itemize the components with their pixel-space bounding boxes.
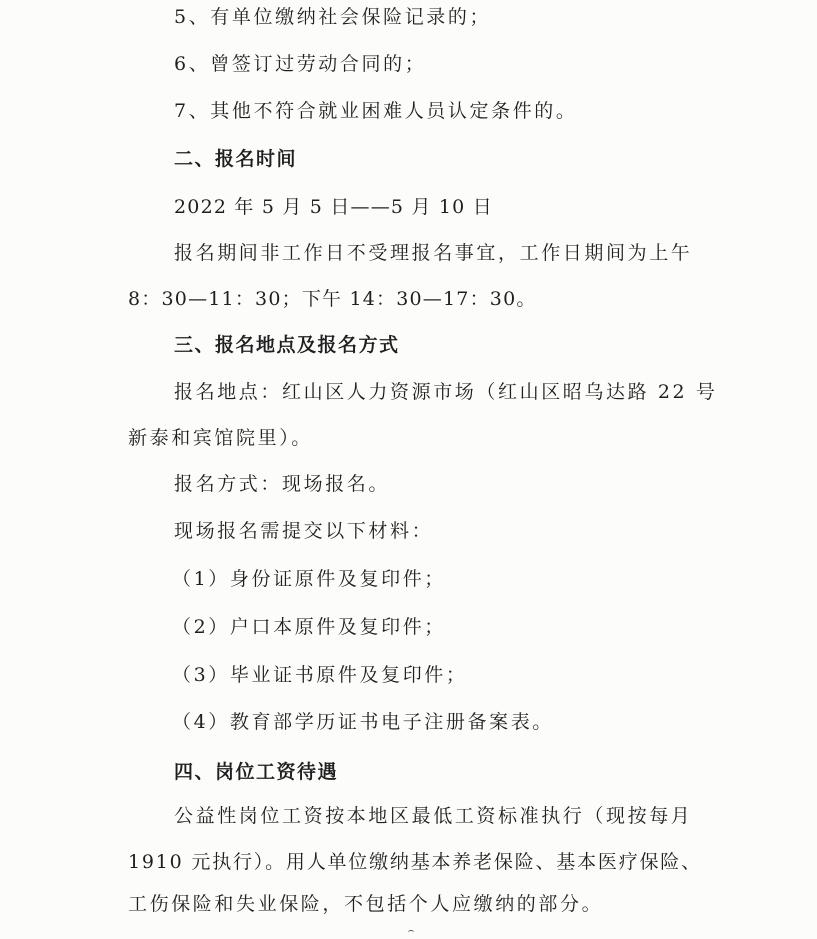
- section-heading-registration-time: 二、报名时间: [174, 148, 298, 170]
- list-item-5: 5、有单位缴纳社会保险记录的；: [174, 6, 492, 28]
- paragraph-wages-cont-2: 工伤保险和失业保险，不包括个人应缴纳的部分。: [128, 893, 604, 915]
- paragraph-wages: 公益性岗位工资按本地区最低工资标准执行（现按每月: [174, 805, 693, 827]
- paragraph-registration-location: 报名地点：红山区人力资源市场（红山区昭乌达路 22 号: [174, 381, 718, 403]
- material-item-4: （4）教育部学历证书电子注册备案表。: [172, 711, 554, 733]
- list-item-6: 6、曾签订过劳动合同的；: [174, 53, 427, 75]
- paragraph-materials-intro: 现场报名需提交以下材料：: [174, 520, 434, 542]
- paragraph-registration-method: 报名方式：现场报名。: [174, 473, 391, 495]
- paragraph-registration-hours: 报名期间非工作日不受理报名事宜，工作日期间为上午: [174, 242, 693, 264]
- material-item-3: （3）毕业证书原件及复印件；: [172, 664, 468, 686]
- registration-dates: 2022 年 5 月 5 日——5 月 10 日: [174, 196, 493, 218]
- section-heading-wages: 四、岗位工资待遇: [174, 761, 339, 783]
- material-item-2: （2）户口本原件及复印件；: [172, 616, 446, 638]
- section-heading-registration-location: 三、报名地点及报名方式: [174, 334, 400, 356]
- list-item-7: 7、其他不符合就业困难人员认定条件的。: [174, 100, 578, 122]
- paragraph-wages-cont-1: 1910 元执行）。用人单位缴纳基本养老保险、基本医疗保险、: [128, 851, 702, 873]
- material-item-1: （1）身份证原件及复印件；: [172, 568, 446, 590]
- paragraph-registration-hours-cont: 8：30—11：30；下午 14：30—17：30。: [128, 288, 537, 310]
- page-number-mark: [408, 930, 414, 935]
- paragraph-registration-location-cont: 新泰和宾馆院里）。: [128, 427, 313, 449]
